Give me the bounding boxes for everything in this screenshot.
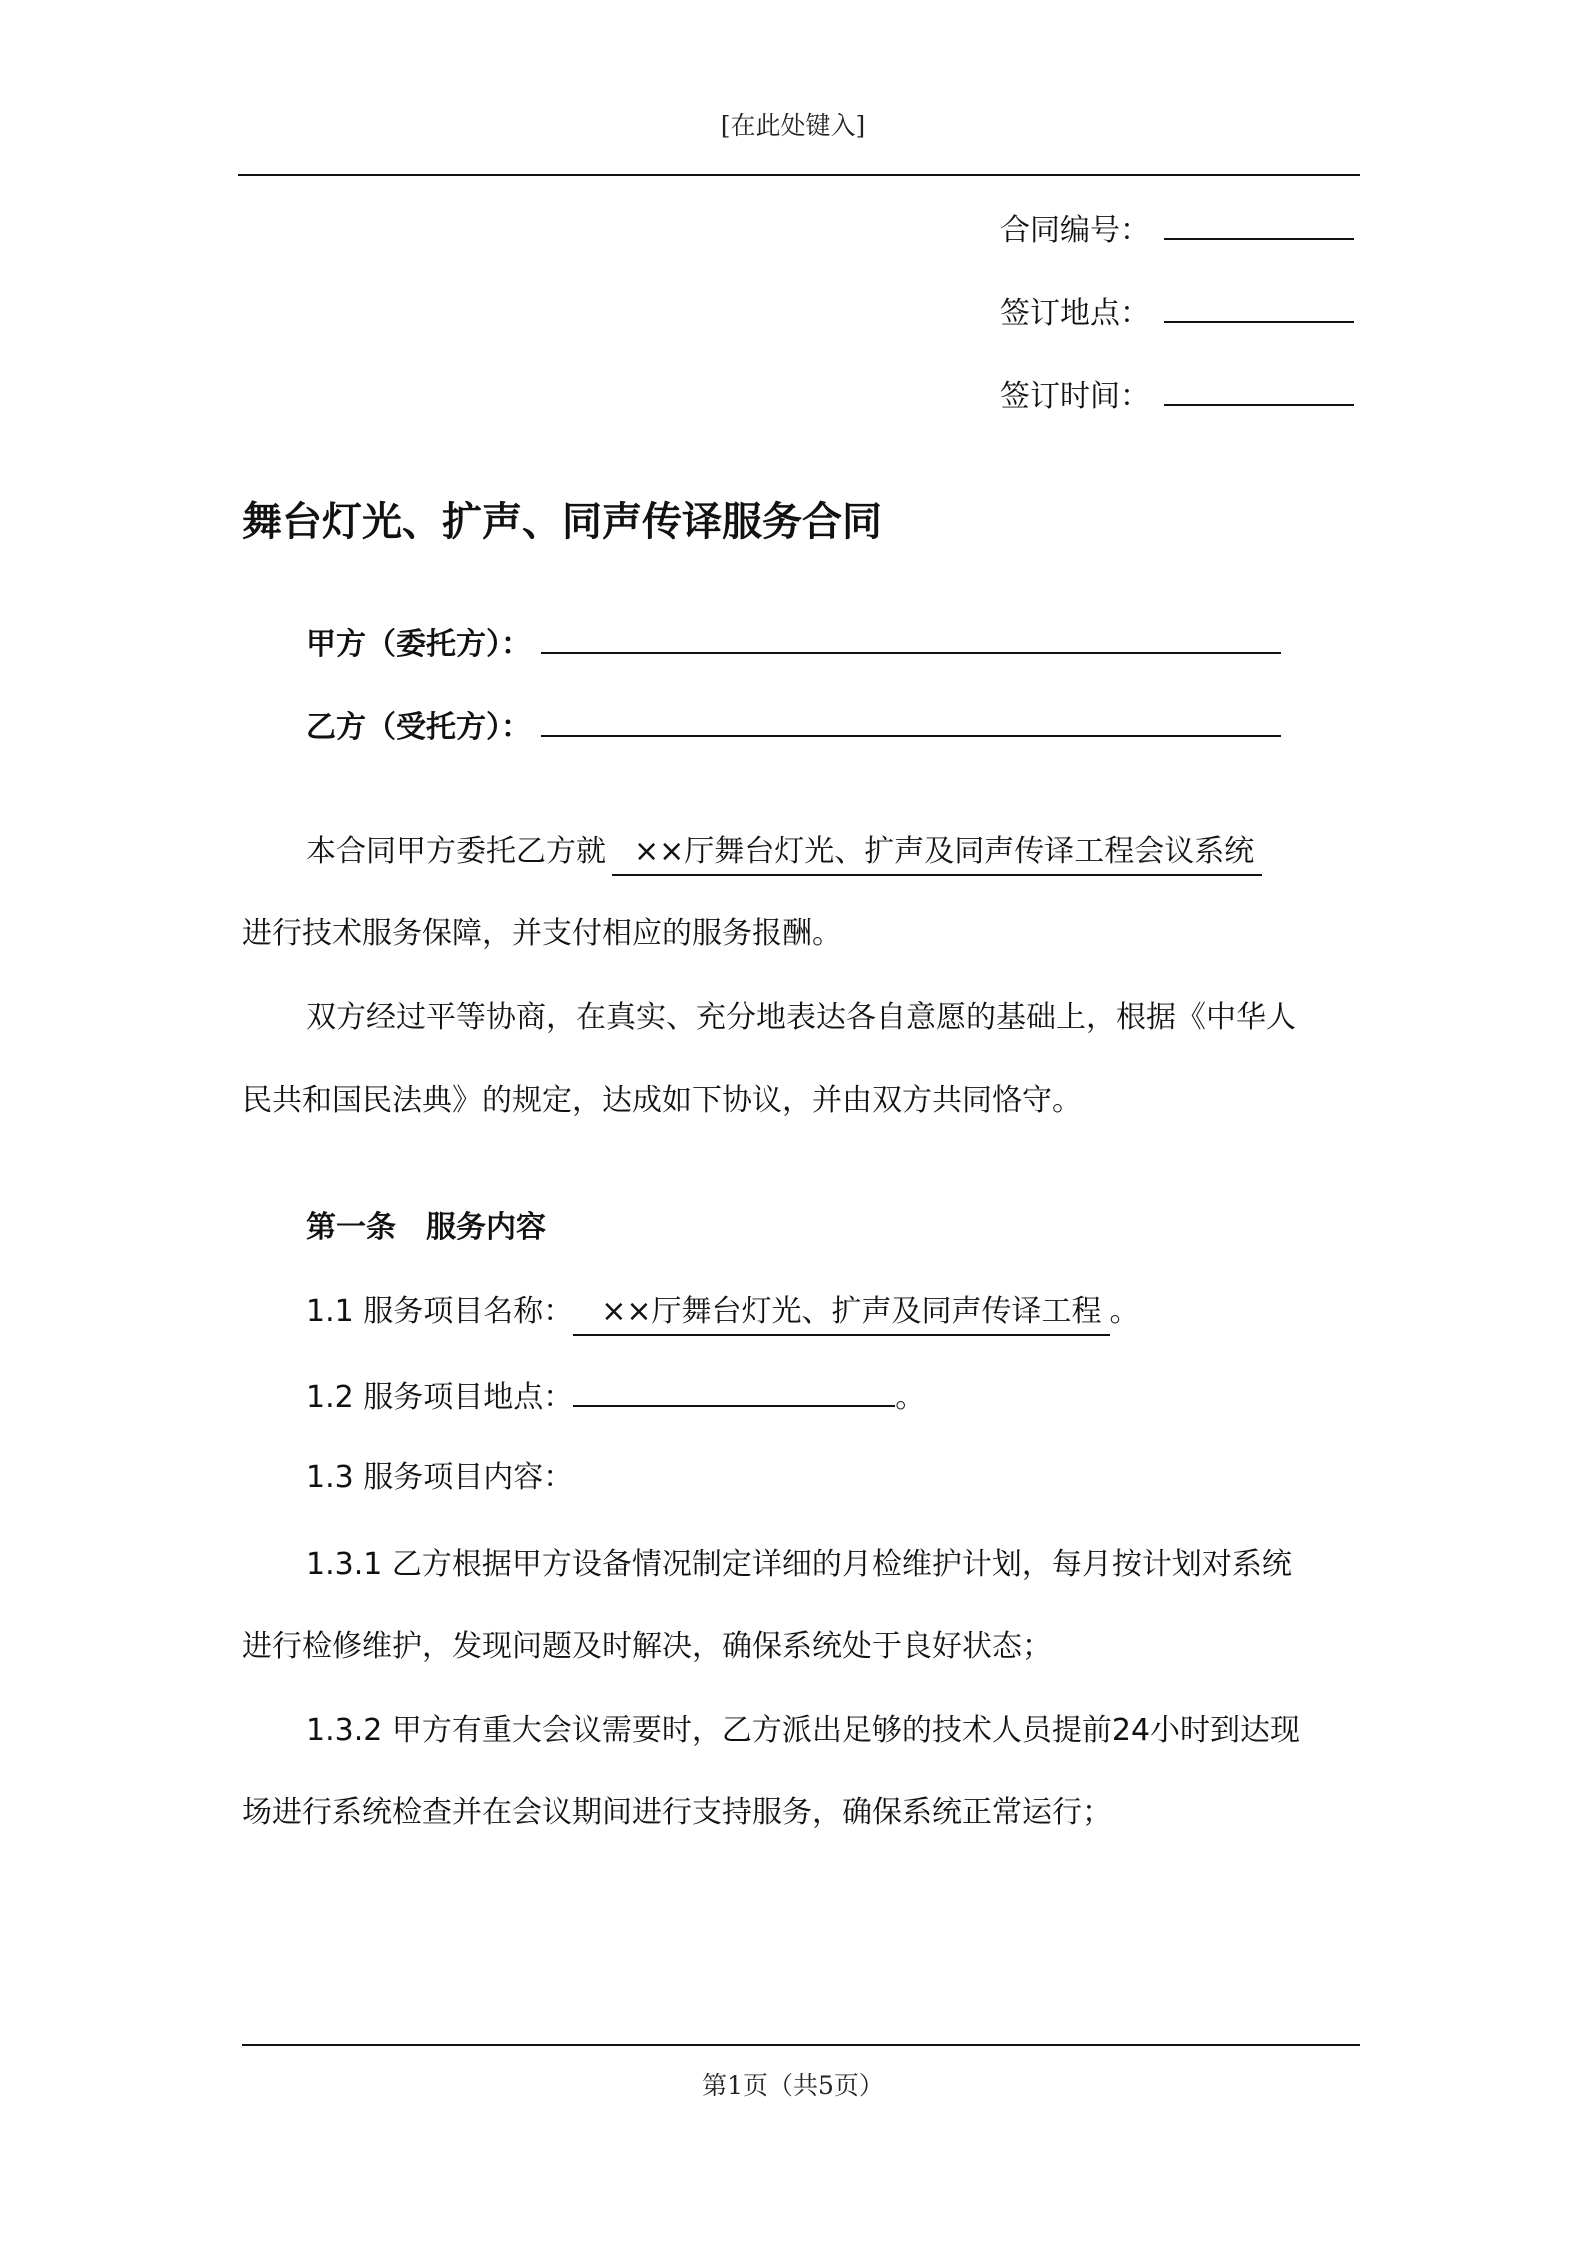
sign-place-field: [1000, 293, 1354, 334]
item-1-3-2-line-1: 1.3.2 甲方有重大会议需要时，乙方派出足够的技术人员提前24小时到达现: [306, 1713, 1301, 1748]
sign-place-label: 签订地点：: [1000, 296, 1150, 331]
item-1-1-end: 。: [1109, 1294, 1140, 1329]
intro-paragraph-1-line-1: [306, 832, 1262, 876]
party-a-blank: [541, 622, 1281, 654]
sign-time-blank: [1164, 376, 1354, 406]
party-b-blank: [541, 705, 1281, 737]
contract-no-blank: [1164, 210, 1354, 240]
header-placeholder: [在此处键入]: [720, 111, 866, 140]
contract-no-field: [1000, 210, 1354, 251]
item-1-2-label: 1.2 服务项目地点：: [306, 1380, 574, 1415]
intro-paragraph-1-line-2: 进行技术服务保障，并支付相应的服务报酬。: [242, 916, 842, 951]
item-1-3-2-line-2: 场进行系统检查并在会议期间进行支持服务，确保系统正常运行；: [242, 1795, 1112, 1830]
intro-prefix: 本合同甲方委托乙方就: [306, 834, 606, 869]
item-1-1-label: 1.1 服务项目名称：: [306, 1294, 574, 1329]
contract-no-label: 合同编号：: [1000, 213, 1150, 248]
item-1-3: 1.3 服务项目内容：: [306, 1460, 574, 1495]
article-1-heading: 第一条 服务内容: [306, 1210, 546, 1245]
item-1-2-blank: [573, 1375, 895, 1407]
sign-time-field: [1000, 376, 1354, 417]
sign-place-blank: [1164, 293, 1354, 323]
intro-paragraph-2-line-2: 民共和国民法典》的规定，达成如下协议，并由双方共同恪守。: [242, 1083, 1082, 1118]
item-1-3-1-line-2: 进行检修维护，发现问题及时解决，确保系统处于良好状态；: [242, 1629, 1052, 1664]
sign-time-label: 签订时间：: [1000, 379, 1150, 414]
item-1-2-end: 。: [895, 1380, 926, 1415]
item-1-2: [306, 1375, 925, 1418]
party-b-field: [306, 705, 1281, 748]
item-1-1-fill: ××厅舞台灯光、扩声及同声传译工程: [573, 1292, 1109, 1336]
party-a-label: 甲方（委托方）：: [306, 627, 531, 662]
party-b-label: 乙方（受托方）：: [306, 710, 531, 745]
footer-divider: [242, 2044, 1360, 2046]
item-1-1: [306, 1292, 1140, 1336]
party-a-field: [306, 622, 1281, 665]
item-1-3-1-line-1: 1.3.1 乙方根据甲方设备情况制定详细的月检维护计划，每月按计划对系统: [306, 1547, 1292, 1582]
document-title: 舞台灯光、扩声、同声传译服务合同: [242, 499, 882, 545]
service-scope-fill: ××厅舞台灯光、扩声及同声传译工程会议系统: [612, 832, 1262, 876]
page-number: 第1页（共5页）: [702, 2071, 884, 2100]
intro-paragraph-2-line-1: 双方经过平等协商，在真实、充分地表达各自意愿的基础上，根据《中华人: [306, 1000, 1296, 1035]
header-divider: [238, 174, 1360, 176]
